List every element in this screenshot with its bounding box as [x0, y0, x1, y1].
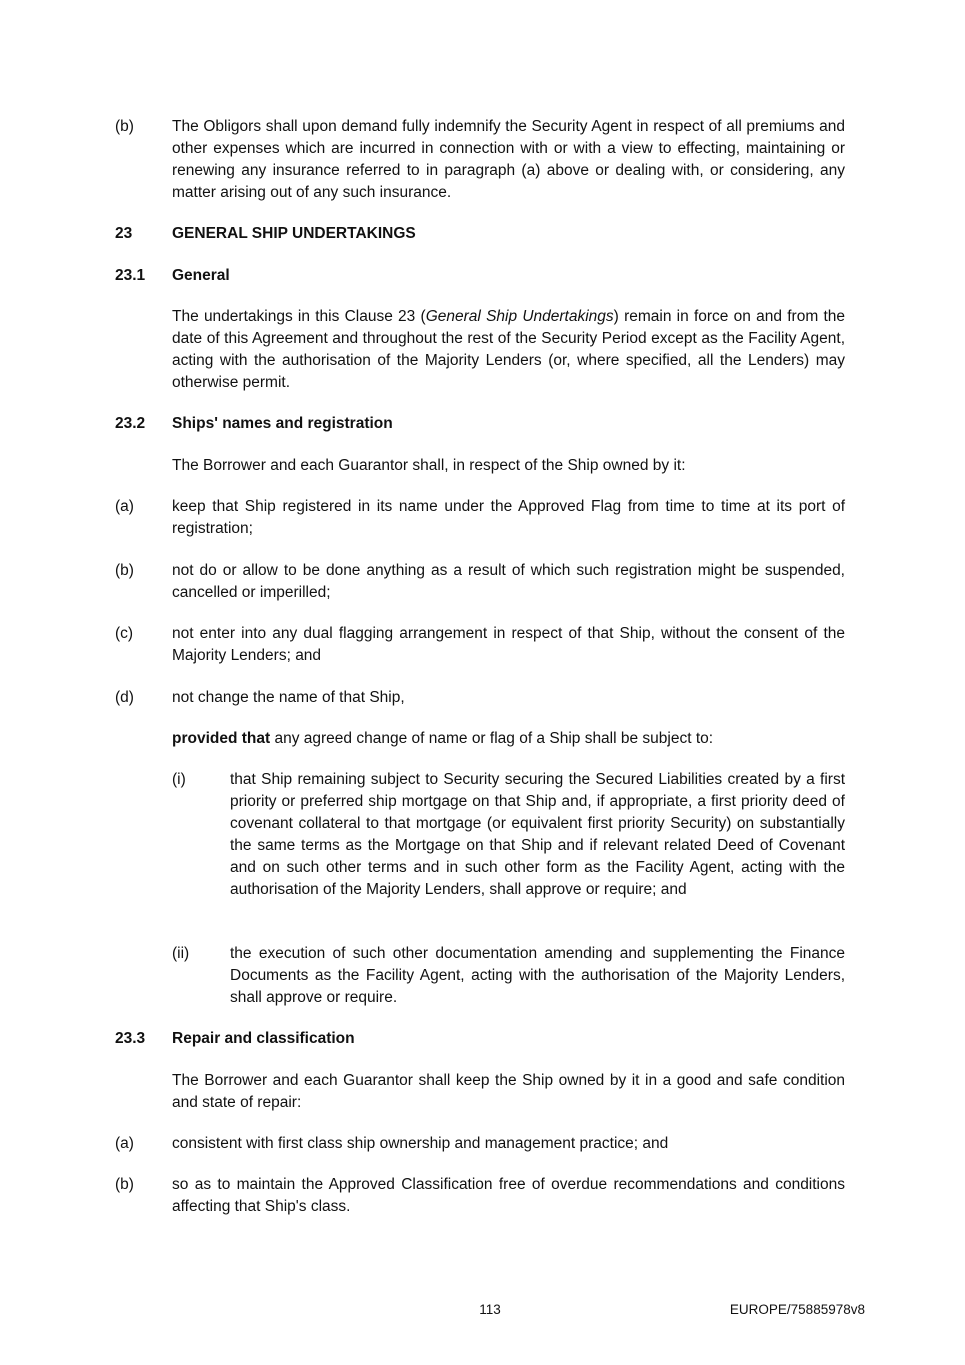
- item-text: the execution of such other documentation amending and supplementing the Finance Documents as the Facility Agent, acting with the authorisation of the Majority Lenders, shall approve or require.: [230, 945, 845, 1006]
- list-item: [115, 687, 845, 709]
- clause-23-1-text: [115, 306, 845, 394]
- paragraph-label: (b): [115, 118, 134, 135]
- item-label: (i): [172, 771, 186, 788]
- item-text: that Ship remaining subject to Security securing the Secured Liabilities created by a first priority or preferred ship mortgage on that Ship and, if appropriate, a first priority deed of covenant collateral to that mortgage (or equivalent first priority Security) on substantially the same terms as the Mortgage on that Ship and if relevant related Deed of Covenant and on such other terms and in such other form as the Facility Agent, acting with the authorisation of the Majority Lenders, shall approve or require; and: [230, 771, 845, 898]
- clause-paragraph: The Borrower and each Guarantor shall, in respect of the Ship owned by it:: [172, 457, 686, 474]
- clause-23-1-heading: [115, 265, 845, 287]
- text-segment: ) remain in force on and from the date of this Agreement and throughout the rest of the Security Period except as the Facility Agent, acting with the authorisation of the Majority Lenders (or, where specified, all the Lenders) may otherwise permit.: [172, 308, 846, 391]
- list-item: [115, 623, 845, 667]
- paragraph-text: The Obligors shall upon demand fully indemnify the Security Agent in respect of all premiums and other expenses which are incurred in connection with or with a view to effecting, maintaining or renewing any insurance referred to in paragraph (a) above or dealing with, or considering, any matter arising out of any such insurance.: [172, 118, 845, 201]
- italic-clause-title: General Ship Undertakings: [425, 308, 614, 325]
- clause-paragraph: [172, 306, 845, 394]
- item-text: not change the name of that Ship,: [172, 689, 405, 706]
- list-item: [115, 560, 845, 604]
- clause-number: 23.1: [115, 267, 146, 284]
- text-segment: any agreed change of name or flag of a Ship shall be subject to:: [270, 730, 714, 747]
- item-label: (b): [115, 562, 134, 579]
- clause-title: Ships' names and registration: [172, 415, 393, 432]
- clause-title: General: [172, 267, 230, 284]
- list-item: [115, 1133, 845, 1155]
- clause-title: Repair and classification: [172, 1030, 355, 1047]
- clause-number: 23.3: [115, 1030, 146, 1047]
- clause-number: 23: [115, 225, 133, 242]
- clause-23-2-heading: [115, 413, 845, 435]
- item-text: so as to maintain the Approved Classification free of overdue recommendations and conditions affecting that Ship's class.: [172, 1176, 845, 1215]
- proviso-paragraph: [115, 728, 845, 750]
- clause-title: GENERAL SHIP UNDERTAKINGS: [172, 225, 416, 242]
- clause-number: 23.2: [115, 415, 146, 432]
- clause-23-3-intro: [115, 1070, 845, 1114]
- item-label: (ii): [172, 945, 190, 962]
- proviso-bold: provided that: [172, 730, 271, 747]
- sub-list-item: [172, 943, 845, 1009]
- item-label: (c): [115, 625, 134, 642]
- item-label: (a): [115, 1135, 134, 1152]
- clause-23-2-intro: [115, 455, 845, 477]
- list-item: [115, 496, 845, 540]
- item-label: (d): [115, 689, 134, 706]
- clause-paragraph: [172, 728, 845, 750]
- clause-23-3-heading: [115, 1028, 845, 1050]
- item-text: not enter into any dual flagging arrangement in respect of that Ship, without the consent of the Majority Lenders; and: [172, 625, 845, 664]
- item-label: (a): [115, 498, 134, 515]
- document-reference: EUROPE/75885978v8: [729, 1302, 865, 1317]
- list-item: [115, 1174, 845, 1218]
- clause-paragraph: The Borrower and each Guarantor shall keep the Ship owned by it in a good and safe condition and state of repair:: [172, 1072, 845, 1111]
- item-text: keep that Ship registered in its name under the Approved Flag from time to time at its port of registration;: [172, 498, 845, 537]
- page-number: 113: [479, 1302, 501, 1317]
- item-text: not do or allow to be done anything as a result of which such registration might be suspended, cancelled or imperilled;: [172, 562, 845, 601]
- text-segment: The undertakings in this Clause 23 (: [172, 308, 426, 325]
- item-label: (b): [115, 1176, 134, 1193]
- item-text: consistent with first class ship ownership and management practice; and: [172, 1135, 669, 1152]
- paragraph-b-indemnity: [115, 116, 845, 204]
- clause-23-heading: [115, 223, 845, 245]
- sub-list-item: [172, 769, 845, 901]
